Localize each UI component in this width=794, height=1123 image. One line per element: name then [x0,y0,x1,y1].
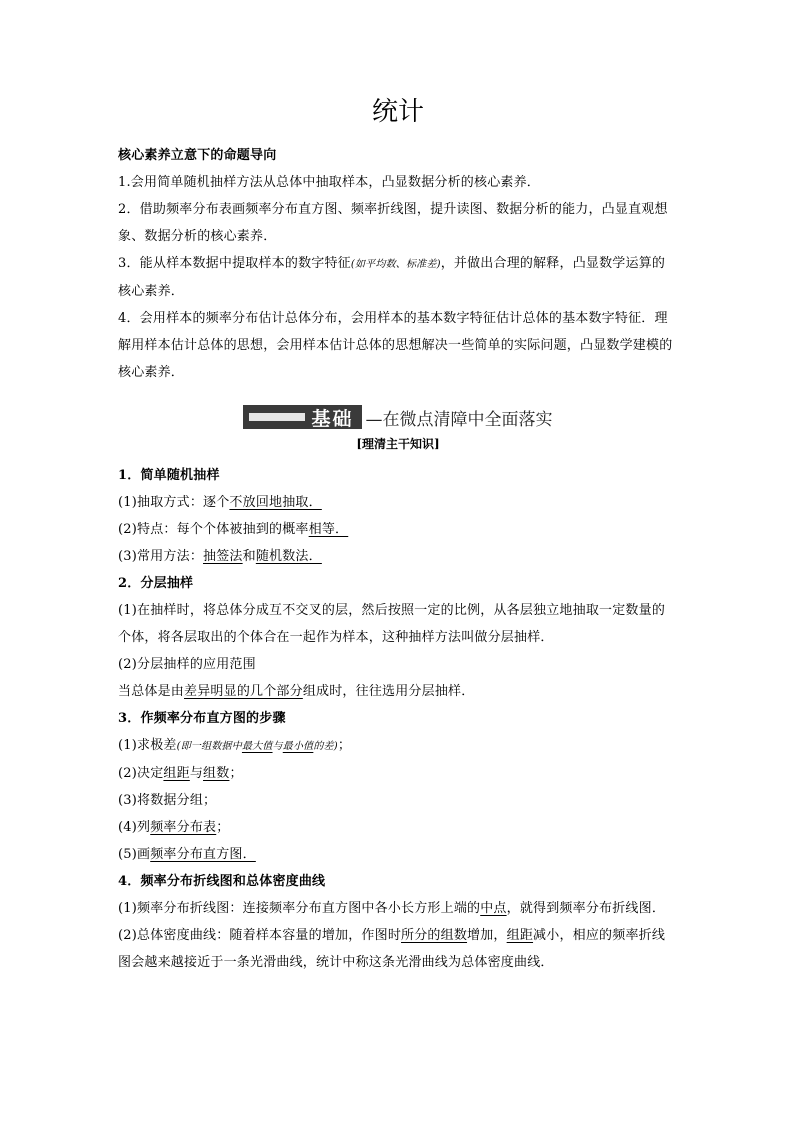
s1-c-answer-2: 随机数法． [255,549,322,564]
s3-a-note-1: (即一组数据中 [176,741,242,752]
s2-c-text: 当总体是由 [118,684,185,699]
s3-e-text: (5)画 [118,847,151,862]
s4-a-tail: ，就得到频率分布折线图． [506,901,666,916]
s1-b-answer: 相等． [308,522,349,537]
s2-c-tail: 组成时，往往选用分层抽样． [302,684,475,699]
s4-b-mid-1: 增加， [467,928,507,943]
banner-subtitle: —在微点清障中全面落实 [365,409,553,430]
s1-c [118,543,678,570]
s1-c-answer-1: 抽签法 [203,549,243,564]
s3-b-tail: ； [229,766,243,781]
s3-a-note-3: 的差) [313,741,338,752]
s1-c-mid: 和 [242,549,256,564]
s3-d-answer: 频率分布表 [150,820,217,835]
page-title: 统计 [371,97,424,127]
document-page [118,92,678,976]
s4-a [118,895,678,922]
guide-item-3 [118,250,678,305]
s3-b [118,760,678,787]
s3-d [118,814,678,841]
s3-a-tail: ； [337,738,352,753]
guide-item-1: 1.会用简单随机抽样方法从总体中抽取样本，凸显数据分析的核心素养． [118,175,541,190]
s4-a-text: (1)频率分布折线图：连接频率分布直方图中各小长方形上端的 [118,901,481,916]
s4-b [118,922,678,976]
s3-b-answer-1: 组距 [163,766,190,781]
s1-b [118,516,678,543]
guide-item-3-note: (如平均数、标准差) [350,259,441,270]
guide-item-4: 4．会用样本的频率分布估计总体分布，会用样本的基本数字特征估计总体的基本数字特征．理解用样本估计总体的思想，会用样本估计总体的思想解决一些简单的实际问题，凸显数学建模的核心素养． [118,311,673,380]
s1-c-text: (3)常用方法： [118,549,204,564]
s1-a-text: (1)抽取方式：逐个 [118,495,230,510]
s3-b-mid: 与 [189,766,204,781]
section-banner [118,402,678,432]
s4-a-answer: 中点 [480,901,507,916]
s3-a-note-min: 最小值 [282,741,314,752]
s1-heading: 1．简单随机抽样 [118,468,220,483]
banner-box [243,405,361,429]
s3-c: (3)将数据分组； [118,793,217,808]
s4-b-text: (2)总体密度曲线：随着样本容量的增加，作图时 [118,928,402,943]
s3-b-answer-2: 组数 [203,766,230,781]
s4-heading: 4．频率分布折线图和总体密度曲线 [118,874,326,889]
s4-b-tail: 减小，相应的频率折线图会越来越接近于一条光滑曲线，统计中称这条光滑曲线为总体密度曲线． [118,928,666,970]
s1-a-answer: 不放回地抽取． [229,495,322,510]
s4-b-answer-2: 组距 [506,928,534,943]
banner-stripe [249,413,305,421]
guide-item-3-tail: ，并做出合理的解释，凸显数学运算的核心素养． [118,256,666,299]
s3-a-note-2: 与 [272,741,283,752]
s2-heading: 2．分层抽样 [118,576,194,591]
s3-e [118,841,678,868]
s3-d-tail: ； [216,820,230,835]
s3-b-text: (2)决定 [118,766,164,781]
guide-item-2: 2．借助频率分布表画频率分布直方图、频率折线图，提升读图、数据分析的能力，凸显直观想象、数据分析的核心素养． [118,202,668,244]
guide-item-3-text: 3．能从样本数据中提取样本的数字特征 [118,256,351,271]
banner-label: 基础 [311,407,354,430]
s3-d-text: (4)列 [118,820,151,835]
s3-a-note [177,741,338,752]
section-tag: [理清主干知识] [356,437,440,451]
s2-a: (1)在抽样时，将总体分成互不交叉的层，然后按照一定的比例，从各层独立地抽取一定数量的个体，将各层取出的个体合在一起作为样本，这种抽样方法叫做分层抽样． [118,603,666,645]
s3-a [118,732,678,760]
s2-b: (2)分层抽样的应用范围 [118,657,256,672]
s1-b-text: (2)特点：每个个体被抽到的概率 [118,522,309,537]
s4-b-answer-1: 所分的组数 [401,928,468,943]
s3-a-text: (1)求极差 [118,738,177,753]
guide-heading: 核心素养立意下的命题导向 [118,148,277,163]
s3-e-answer: 频率分布直方图． [150,847,256,862]
s3-heading: 3．作频率分布直方图的步骤 [118,711,286,726]
s3-a-note-max: 最大值 [241,741,273,752]
s2-c-answer: 差异明显的几个部分 [184,684,303,699]
s1-a [118,489,678,516]
s2-c [118,678,678,705]
